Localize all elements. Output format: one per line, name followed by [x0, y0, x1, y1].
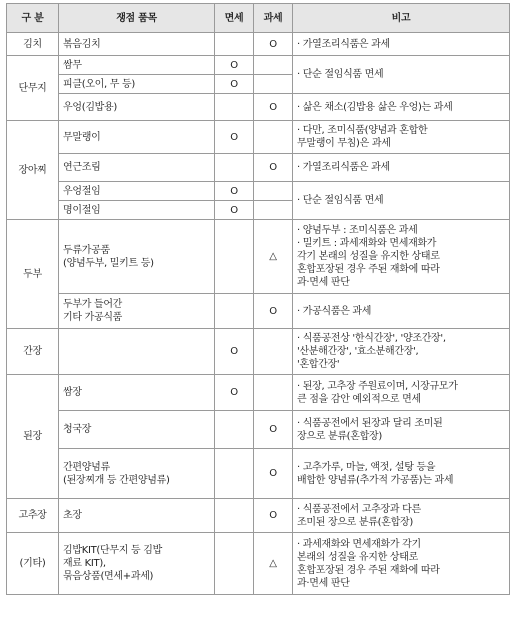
- remark-cell: · 양념두부 : 조미식품은 과세 · 밀키트 : 과세재화와 면세재화가 각기 본래의 성질을 유지한 상태로 혼합포장된 경우 주된 재화에 따라 과·면세 판단: [293, 220, 510, 294]
- remark-cell: · 단순 절임식품 면세: [293, 56, 510, 94]
- category-cell: 된장: [7, 375, 59, 499]
- exempt-cell: [215, 33, 254, 56]
- category-cell: 간장: [7, 329, 59, 375]
- exempt-mark: O: [215, 75, 254, 94]
- taxable-mark: O: [254, 154, 293, 182]
- taxable-mark: O: [254, 499, 293, 533]
- taxable-mark: O: [254, 294, 293, 329]
- exempt-cell: [215, 533, 254, 595]
- exempt-mark: O: [215, 121, 254, 154]
- item-cell: 우엉절임: [59, 182, 215, 201]
- category-cell: 장아찌: [7, 121, 59, 220]
- header-remarks: 비고: [293, 4, 510, 33]
- item-cell: 명이절임: [59, 201, 215, 220]
- taxable-mark: O: [254, 33, 293, 56]
- taxable-cell: [254, 201, 293, 220]
- remark-cell: · 과세재화와 면세재화가 각기 본래의 성질을 유지한 상태로 혼합포장된 경우 주된 재화에 따라 과·면세 판단: [293, 533, 510, 595]
- taxable-mark: O: [254, 411, 293, 449]
- exempt-mark: O: [215, 375, 254, 411]
- table-row: [7, 329, 510, 375]
- taxable-mark: △: [254, 220, 293, 294]
- header-category: 구 분: [7, 4, 59, 33]
- item-cell: 두류가공품 (양념두부, 밀키트 등): [59, 220, 215, 294]
- taxable-mark: △: [254, 533, 293, 595]
- exempt-mark: O: [215, 182, 254, 201]
- remark-cell: · 가공식품은 과세: [293, 294, 510, 329]
- category-cell: 고추장: [7, 499, 59, 533]
- exempt-cell: [215, 294, 254, 329]
- category-cell: 두부: [7, 220, 59, 329]
- item-cell: 볶음김치: [59, 33, 215, 56]
- exempt-cell: [215, 154, 254, 182]
- item-cell: 간편양념류 (된장찌개 등 간편양념류): [59, 449, 215, 499]
- item-cell: 쌈무: [59, 56, 215, 75]
- remark-cell: · 식품공전에서 고추장과 다른 조미된 장으로 분류(혼합장): [293, 499, 510, 533]
- taxable-cell: [254, 182, 293, 201]
- table-row: [7, 449, 510, 499]
- header-exempt: 면세: [215, 4, 254, 33]
- item-cell: 김밥KIT(단무지 등 김밥 재료 KIT), 묶음상품(면세+과세): [59, 533, 215, 595]
- table-row: [7, 499, 510, 533]
- taxable-mark: O: [254, 94, 293, 121]
- remark-cell: · 가열조리식품은 과세: [293, 154, 510, 182]
- item-cell: 쌈장: [59, 375, 215, 411]
- remark-cell: · 식품공전상 '한식간장', '양조간장', '산분해간장', '효소분해간장', '혼합간장': [293, 329, 510, 375]
- table-row: [7, 154, 510, 182]
- exempt-cell: [215, 499, 254, 533]
- table-row: [7, 533, 510, 595]
- remark-cell: · 식품공전에서 된장과 달리 조미된 장으로 분류(혼합장): [293, 411, 510, 449]
- header-taxable: 과세: [254, 4, 293, 33]
- table-row: [7, 182, 510, 201]
- item-cell: 피클(오이, 무 등): [59, 75, 215, 94]
- taxable-cell: [254, 121, 293, 154]
- item-cell: 두부가 들어간 기타 가공식품: [59, 294, 215, 329]
- item-cell: 청국장: [59, 411, 215, 449]
- remark-cell: · 고추가루, 마늘, 액젓, 설탕 등을 배합한 양념류(추가적 가공품)는 과세: [293, 449, 510, 499]
- table-row: [7, 220, 510, 294]
- exempt-mark: O: [215, 56, 254, 75]
- taxable-cell: [254, 56, 293, 75]
- remark-cell: · 된장, 고추장 주원료이며, 시장규모가 큰 점을 감안 예외적으로 면세: [293, 375, 510, 411]
- remark-cell: · 가열조리식품은 과세: [293, 33, 510, 56]
- item-cell: 연근조림: [59, 154, 215, 182]
- table-row: [7, 33, 510, 56]
- taxable-cell: [254, 75, 293, 94]
- remark-cell: · 삶은 채소(김밥용 삶은 우엉)는 과세: [293, 94, 510, 121]
- table-row: [7, 56, 510, 75]
- tax-classification-table: [6, 3, 510, 595]
- exempt-mark: O: [215, 329, 254, 375]
- table-row: [7, 294, 510, 329]
- exempt-cell: [215, 449, 254, 499]
- taxable-mark: O: [254, 449, 293, 499]
- item-cell: 우엉(김밥용): [59, 94, 215, 121]
- item-cell: 무말랭이: [59, 121, 215, 154]
- category-cell: 단무지: [7, 56, 59, 121]
- item-cell: 초장: [59, 499, 215, 533]
- table-row: [7, 94, 510, 121]
- table-row: [7, 121, 510, 154]
- exempt-cell: [215, 220, 254, 294]
- remark-cell: · 다만, 조미식품(양념과 혼합한 무말랭이 무침)은 과세: [293, 121, 510, 154]
- exempt-cell: [215, 411, 254, 449]
- table-row: [7, 375, 510, 411]
- category-cell: (기타): [7, 533, 59, 595]
- taxable-cell: [254, 375, 293, 411]
- category-cell: 김치: [7, 33, 59, 56]
- item-cell: [59, 329, 215, 375]
- header-row: [7, 4, 510, 33]
- table-row: [7, 411, 510, 449]
- taxable-cell: [254, 329, 293, 375]
- exempt-mark: O: [215, 201, 254, 220]
- header-item: 쟁점 품목: [59, 4, 215, 33]
- exempt-cell: [215, 94, 254, 121]
- remark-cell: · 단순 절임식품 면세: [293, 182, 510, 220]
